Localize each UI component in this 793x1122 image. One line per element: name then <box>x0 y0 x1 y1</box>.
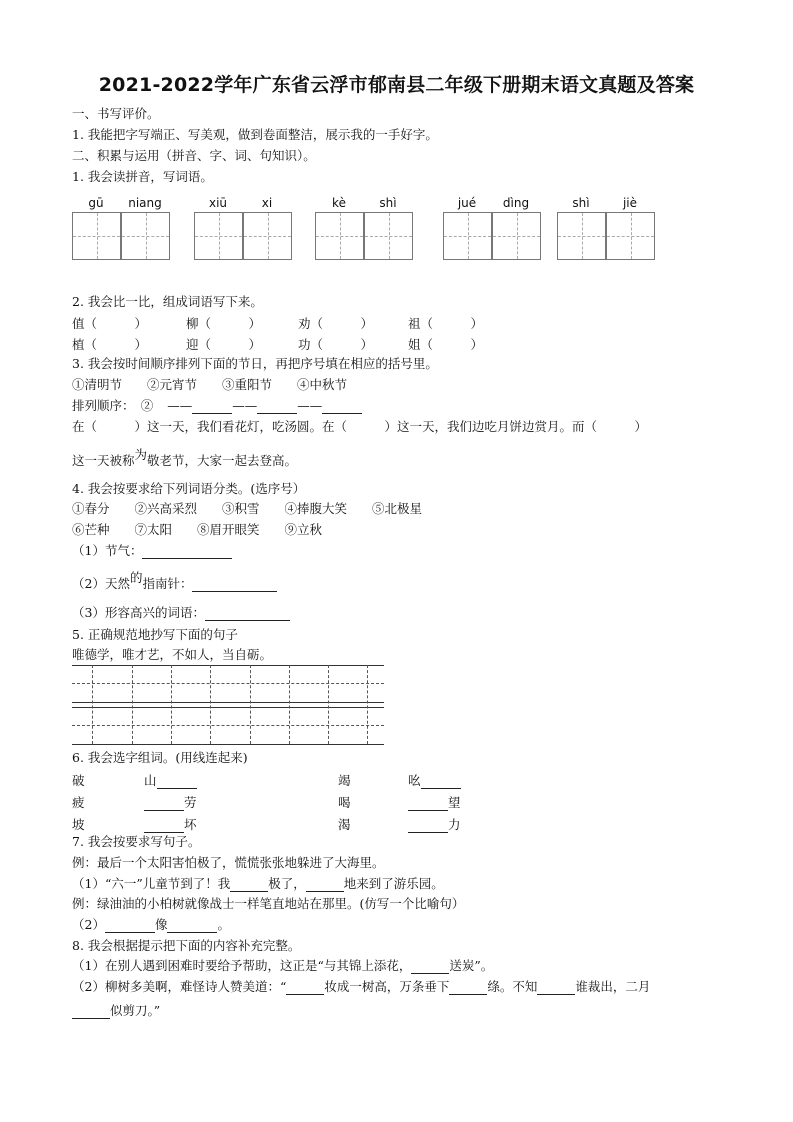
sentence-blank[interactable] <box>72 1005 110 1019</box>
pinyin-label: xiū <box>208 196 228 210</box>
writing-box[interactable] <box>492 212 541 260</box>
sentence-7-2: （2） 像 。 <box>72 917 230 932</box>
pinyin-label: gū <box>88 196 104 210</box>
question-2-5: 5. 正确规范地抄写下面的句子 <box>72 627 238 642</box>
writing-box[interactable] <box>364 212 413 260</box>
sentence-blank[interactable] <box>411 960 449 974</box>
section-2-heading: 二、积累与运用（拼音、字、词、句知识）。 <box>72 148 316 163</box>
writing-box[interactable] <box>194 212 243 260</box>
sentence-blank[interactable] <box>167 919 217 933</box>
pinyin-label: xi <box>261 196 273 210</box>
match-right-word[interactable]: 吆 <box>408 771 461 789</box>
question-2-2: 2. 我会比一比，组成词语写下来。 <box>72 294 263 309</box>
order-blank[interactable] <box>257 400 297 414</box>
question-2-8: 8. 我会根据提示把下面的内容补充完整。 <box>72 938 301 953</box>
sentence-7-1: （1）“六一”儿童节到了！我 极了， 地来到了游乐园。 <box>72 876 444 891</box>
copy-grid-line <box>132 665 133 744</box>
compare-item[interactable]: 值（ ） <box>72 316 148 331</box>
word-list-1: ①春分 ②兴高采烈 ③积雪 ④捧腹大笑 ⑤北极星 <box>72 501 423 516</box>
festival-fill-line-2 <box>72 447 298 469</box>
copy-grid-line <box>72 683 384 684</box>
pinyin-label: shì <box>572 196 590 210</box>
sentence-blank[interactable] <box>105 919 155 933</box>
order-blank[interactable] <box>192 400 232 414</box>
classify-2 <box>72 570 277 592</box>
sentence-blank[interactable] <box>306 878 344 892</box>
match-left-char[interactable]: 破 <box>72 773 85 788</box>
writing-box[interactable] <box>443 212 492 260</box>
compare-item[interactable]: 柳（ ） <box>186 316 262 331</box>
order-separator: —— <box>297 398 323 413</box>
sentence-8-3: 似剪刀。” <box>72 1003 160 1019</box>
copy-grid-line <box>72 702 384 703</box>
match-left-word[interactable]: 山 <box>144 771 197 789</box>
pinyin-label: jiè <box>622 196 638 210</box>
match-left-char[interactable]: 坡 <box>72 817 85 832</box>
pinyin-label: jué <box>457 196 477 210</box>
copy-grid-line <box>328 665 329 744</box>
pinyin-label: niang <box>128 196 162 210</box>
order-label: 排列顺序： ② <box>72 398 154 413</box>
classify-3 <box>72 605 290 621</box>
pinyin-label: kè <box>332 196 346 210</box>
classify-label: （3）形容高兴的词语： <box>72 605 205 620</box>
sentence-8-2: （2）柳树多美啊，难怪诗人赞美道：“ 妆成一树高，万条垂下 绦。不知 谁裁出，二月 <box>72 979 651 994</box>
sentence-blank[interactable] <box>286 981 324 995</box>
copy-grid-line <box>289 665 290 744</box>
copy-grid-line <box>367 665 368 744</box>
question-2-7: 7. 我会按要求写句子。 <box>72 834 201 849</box>
writing-box[interactable] <box>606 212 655 260</box>
classify-blank[interactable] <box>192 578 277 592</box>
classify-label-raised: 的 <box>129 570 143 585</box>
fill-text: 这一天被称 <box>72 453 135 468</box>
question-2-3: 3. 我会按时间顺序排列下面的节日，再把序号填在相应的括号里。 <box>72 356 438 371</box>
word-list-2: ⑥芒种 ⑦太阳 ⑧眉开眼笑 ⑨立秋 <box>72 522 323 537</box>
compare-item[interactable]: 迎（ ） <box>186 337 262 352</box>
question-1: 1. 我能把字写端正、写美观，做到卷面整洁，展示我的一手好字。 <box>72 127 438 142</box>
classify-blank[interactable] <box>142 545 232 559</box>
question-2-4: 4. 我会按要求给下列词语分类。(选序号） <box>72 481 306 496</box>
compare-item[interactable]: 姐（ ） <box>408 337 484 352</box>
fill-text-raised: 为 <box>134 447 148 462</box>
match-right-word[interactable]: 望 <box>408 793 461 811</box>
order-blank[interactable] <box>322 400 362 414</box>
compare-item[interactable]: 功（ ） <box>298 337 374 352</box>
writing-box[interactable] <box>121 212 170 260</box>
copy-grid-line <box>171 665 172 744</box>
match-right-char[interactable]: 竭 <box>338 773 351 788</box>
copy-sentence: 唯德学，唯才艺，不如人，当自砺。 <box>72 647 273 662</box>
classify-label: （1）节气： <box>72 543 143 558</box>
compare-item[interactable]: 祖（ ） <box>408 316 484 331</box>
writing-box[interactable] <box>315 212 364 260</box>
compare-item[interactable]: 植（ ） <box>72 337 148 352</box>
question-2-1: 1. 我会读拼音，写词语。 <box>72 169 213 184</box>
pinyin-label: shì <box>379 196 397 210</box>
writing-box[interactable] <box>72 212 121 260</box>
fill-text: 敬老节，大家一起去登高。 <box>147 453 298 468</box>
match-right-char[interactable]: 渴 <box>338 817 351 832</box>
question-2-6: 6. 我会选字组词。(用线连起来) <box>72 750 248 765</box>
copy-grid-line <box>210 665 211 744</box>
writing-box[interactable] <box>557 212 606 260</box>
order-separator: —— <box>232 398 258 413</box>
sentence-blank[interactable] <box>230 878 268 892</box>
match-left-word[interactable]: 坏 <box>144 815 197 833</box>
compare-item[interactable]: 劝（ ） <box>298 316 374 331</box>
writing-box[interactable] <box>243 212 292 260</box>
copy-grid-line <box>250 665 251 744</box>
copy-grid-line <box>72 725 384 726</box>
example-1: 例：最后一个太阳害怕极了，慌慌张张地躲进了大海里。 <box>72 855 385 870</box>
pinyin-label: dìng <box>502 196 530 210</box>
copy-grid-line <box>72 665 384 666</box>
classify-1 <box>72 543 232 559</box>
sentence-blank[interactable] <box>449 981 487 995</box>
copy-grid-line <box>72 744 384 745</box>
match-right-char[interactable]: 喝 <box>338 795 351 810</box>
match-left-word[interactable]: 劳 <box>144 793 197 811</box>
order-row <box>72 398 362 414</box>
match-left-char[interactable]: 疲 <box>72 795 85 810</box>
festival-fill-line: 在（ ）这一天，我们看花灯，吃汤圆。在（ ）这一天，我们边吃月饼边赏月。而（ ） <box>72 419 648 434</box>
festival-list: ①清明节 ②元宵节 ③重阳节 ④中秋节 <box>72 377 348 392</box>
match-right-word[interactable]: 力 <box>408 815 461 833</box>
copy-grid-line <box>92 665 93 744</box>
copy-grid-line <box>72 707 384 708</box>
order-separator: —— <box>167 398 193 413</box>
sentence-8-1: （1）在别人遇到困难时要给予帮助，这正是“与其锦上添花， 送炭”。 <box>72 958 494 973</box>
section-1-heading: 一、书写评价。 <box>72 106 160 121</box>
page-title: 2021-2022学年广东省云浮市郁南县二年级下册期末语文真题及答案 <box>98 74 695 96</box>
sentence-blank[interactable] <box>537 981 575 995</box>
classify-label: 指南针： <box>142 576 193 591</box>
classify-blank[interactable] <box>205 607 290 621</box>
classify-label: （2）天然 <box>72 576 130 591</box>
example-2: 例：绿油油的小柏树就像战士一样笔直地站在那里。(仿写一个比喻句） <box>72 896 465 911</box>
